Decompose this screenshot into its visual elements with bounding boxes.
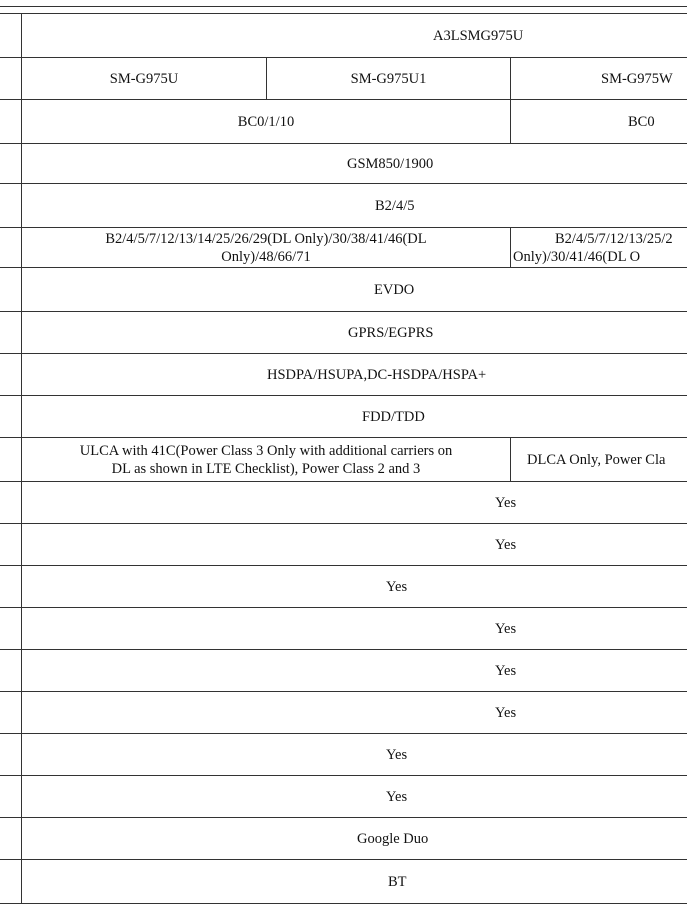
video-app-row	[0, 818, 687, 860]
gsm-data: GPRS/EGPRS	[22, 312, 687, 354]
yes-cell: Yes	[22, 734, 687, 776]
lte-duplex: FDD/TDD	[22, 396, 687, 438]
ca-ca: DLCA Only, Power Cla	[511, 438, 687, 482]
bt-row	[0, 860, 687, 904]
model-row	[0, 58, 687, 100]
spec-table	[0, 13, 687, 904]
ca-us-line1: ULCA with 41C(Power Class 3 Only with additional carriers on	[79, 442, 453, 459]
yes-row	[0, 566, 687, 608]
lte-bands-ca-line1: B2/4/5/7/12/13/25/2	[555, 230, 673, 247]
fcc-id-row	[0, 14, 687, 58]
row-label	[0, 566, 22, 608]
yes-cell: Yes	[22, 608, 687, 650]
cdma-band-us: BC0/1/10	[22, 100, 511, 144]
carrier-aggregation-row	[0, 438, 687, 482]
ca-us-line2: DL as shown in LTE Checklist), Power Class 2 and 3	[111, 460, 421, 477]
yes-row	[0, 776, 687, 818]
gsm-bands: GSM850/1900	[22, 144, 687, 184]
wcdma-data: HSDPA/HSUPA,DC-HSDPA/HSPA+	[22, 354, 687, 396]
model-cell: SM-G975U	[22, 58, 267, 100]
cdma-data: EVDO	[22, 268, 687, 312]
row-label	[0, 818, 22, 860]
yes-row	[0, 608, 687, 650]
row-label	[0, 14, 22, 58]
row-label	[0, 482, 22, 524]
yes-cell: Yes	[22, 566, 687, 608]
lte-bands-us-line1: B2/4/5/7/12/13/14/25/26/29(DL Only)/30/38/41/46(DL	[105, 230, 427, 247]
lte-bands-ca	[511, 228, 687, 268]
lte-bands-us-line2: Only)/48/66/71	[221, 248, 311, 265]
yes-cell: Yes	[22, 524, 687, 566]
row-label	[0, 776, 22, 818]
row-label	[0, 312, 22, 354]
row-label	[0, 734, 22, 776]
lte-bands-ca-line2: Only)/30/41/46(DL O	[513, 248, 641, 265]
yes-row	[0, 482, 687, 524]
row-label	[0, 144, 22, 184]
row-label	[0, 608, 22, 650]
wcdma-data-row	[0, 354, 687, 396]
row-label	[0, 524, 22, 566]
lte-band-row	[0, 228, 687, 268]
cdma-data-row	[0, 268, 687, 312]
ca-us	[22, 438, 511, 482]
yes-row	[0, 650, 687, 692]
row-label	[0, 692, 22, 734]
lte-bands-us	[22, 228, 511, 268]
model-cell: SM-G975U1	[267, 58, 511, 100]
row-label	[0, 100, 22, 144]
row-label	[0, 58, 22, 100]
gsm-data-row	[0, 312, 687, 354]
yes-cell: Yes	[22, 650, 687, 692]
cdma-band-ca: BC0	[511, 100, 687, 144]
wcdma-band-row	[0, 184, 687, 228]
fcc-id: A3LSMG975U	[433, 27, 524, 44]
row-label	[0, 438, 22, 482]
row-label	[0, 354, 22, 396]
row-label	[0, 396, 22, 438]
video-app: Google Duo	[22, 818, 687, 860]
row-label	[0, 184, 22, 228]
lte-duplex-row	[0, 396, 687, 438]
wcdma-bands: B2/4/5	[22, 184, 687, 228]
yes-cell: Yes	[22, 692, 687, 734]
row-label	[0, 268, 22, 312]
cdma-band-row	[0, 100, 687, 144]
gsm-band-row	[0, 144, 687, 184]
model-cell: SM-G975W	[511, 58, 687, 100]
yes-row	[0, 524, 687, 566]
yes-cell: Yes	[22, 482, 687, 524]
yes-row	[0, 734, 687, 776]
row-label	[0, 228, 22, 268]
top-rule	[0, 6, 687, 7]
row-label	[0, 650, 22, 692]
bt-cell: BT	[22, 860, 687, 904]
yes-cell: Yes	[22, 776, 687, 818]
row-label-mark	[0, 860, 22, 904]
yes-row	[0, 692, 687, 734]
